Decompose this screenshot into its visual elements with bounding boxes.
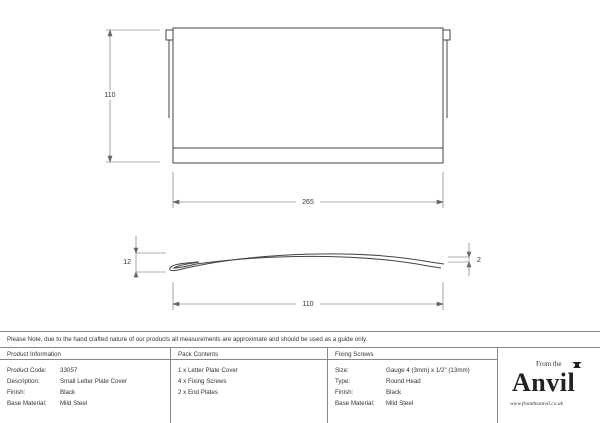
screw-material-value: Mild Steel	[386, 400, 414, 407]
base-material-value: Mild Steel	[60, 400, 88, 407]
column-divider	[497, 348, 498, 423]
product-info-header	[0, 348, 170, 360]
description-value: Small Letter Plate Cover	[60, 378, 128, 385]
product-info-column	[0, 348, 170, 423]
fixing-screws-column	[328, 348, 497, 423]
thickness-label: 2	[477, 257, 481, 264]
base-material-label: Base Material:	[7, 400, 47, 407]
disclaimer-text: Please Note, due to the hand crafted nature of our products all measurements are approximate and should be used as a guide only.	[7, 336, 368, 343]
screw-size-label: Size:	[335, 367, 349, 374]
cover-plate-outline	[173, 28, 443, 163]
anvil-icon	[572, 360, 582, 368]
screw-size-value: Gauge 4 (3mm) x 1/2" (13mm)	[386, 367, 470, 374]
pack-item: 4 x Fixing Screws	[178, 378, 227, 385]
right-hinge-lug	[443, 30, 450, 40]
profile-height-dimension	[134, 236, 166, 278]
product-code-value: 33057	[60, 367, 78, 374]
pack-contents-header	[171, 348, 327, 360]
product-info-heading: Product Information	[7, 351, 61, 358]
profile-length-label: 110	[302, 301, 314, 308]
left-hinge-lug	[166, 30, 173, 40]
logo-url: www.fromtheanvil.co.uk	[510, 401, 564, 407]
logo-brand: Anvil	[512, 368, 576, 397]
description-label: Description:	[7, 378, 40, 385]
fixing-screws-header	[328, 348, 497, 360]
side-profile	[170, 254, 444, 271]
disclaimer-note	[0, 331, 600, 347]
screw-type-label: Type:	[335, 378, 351, 385]
product-code-label: Product Code:	[7, 367, 47, 374]
height-dimension-label: 110	[104, 92, 116, 99]
from-the-anvil-logo	[506, 360, 598, 420]
pack-contents-heading: Pack Contents	[178, 351, 219, 358]
pack-item: 1 x Letter Plate Cover	[178, 367, 238, 374]
profile-height-label: 12	[123, 259, 131, 266]
front-view	[166, 28, 450, 163]
screw-finish-value: Black	[386, 389, 402, 396]
screw-material-label: Base Material:	[335, 400, 375, 407]
screw-finish-label: Finish:	[335, 389, 354, 396]
thickness-dimension	[448, 243, 471, 276]
pack-contents-column	[171, 348, 327, 423]
fixing-screws-heading: Fixing Screws	[335, 351, 374, 358]
screw-type-value: Round Head	[386, 378, 421, 385]
finish-value: Black	[60, 389, 76, 396]
finish-label: Finish:	[7, 389, 26, 396]
logo-from-the: From the	[536, 360, 562, 368]
pack-item: 2 x End Plates	[178, 389, 218, 396]
width-dimension-label: 265	[302, 199, 314, 206]
